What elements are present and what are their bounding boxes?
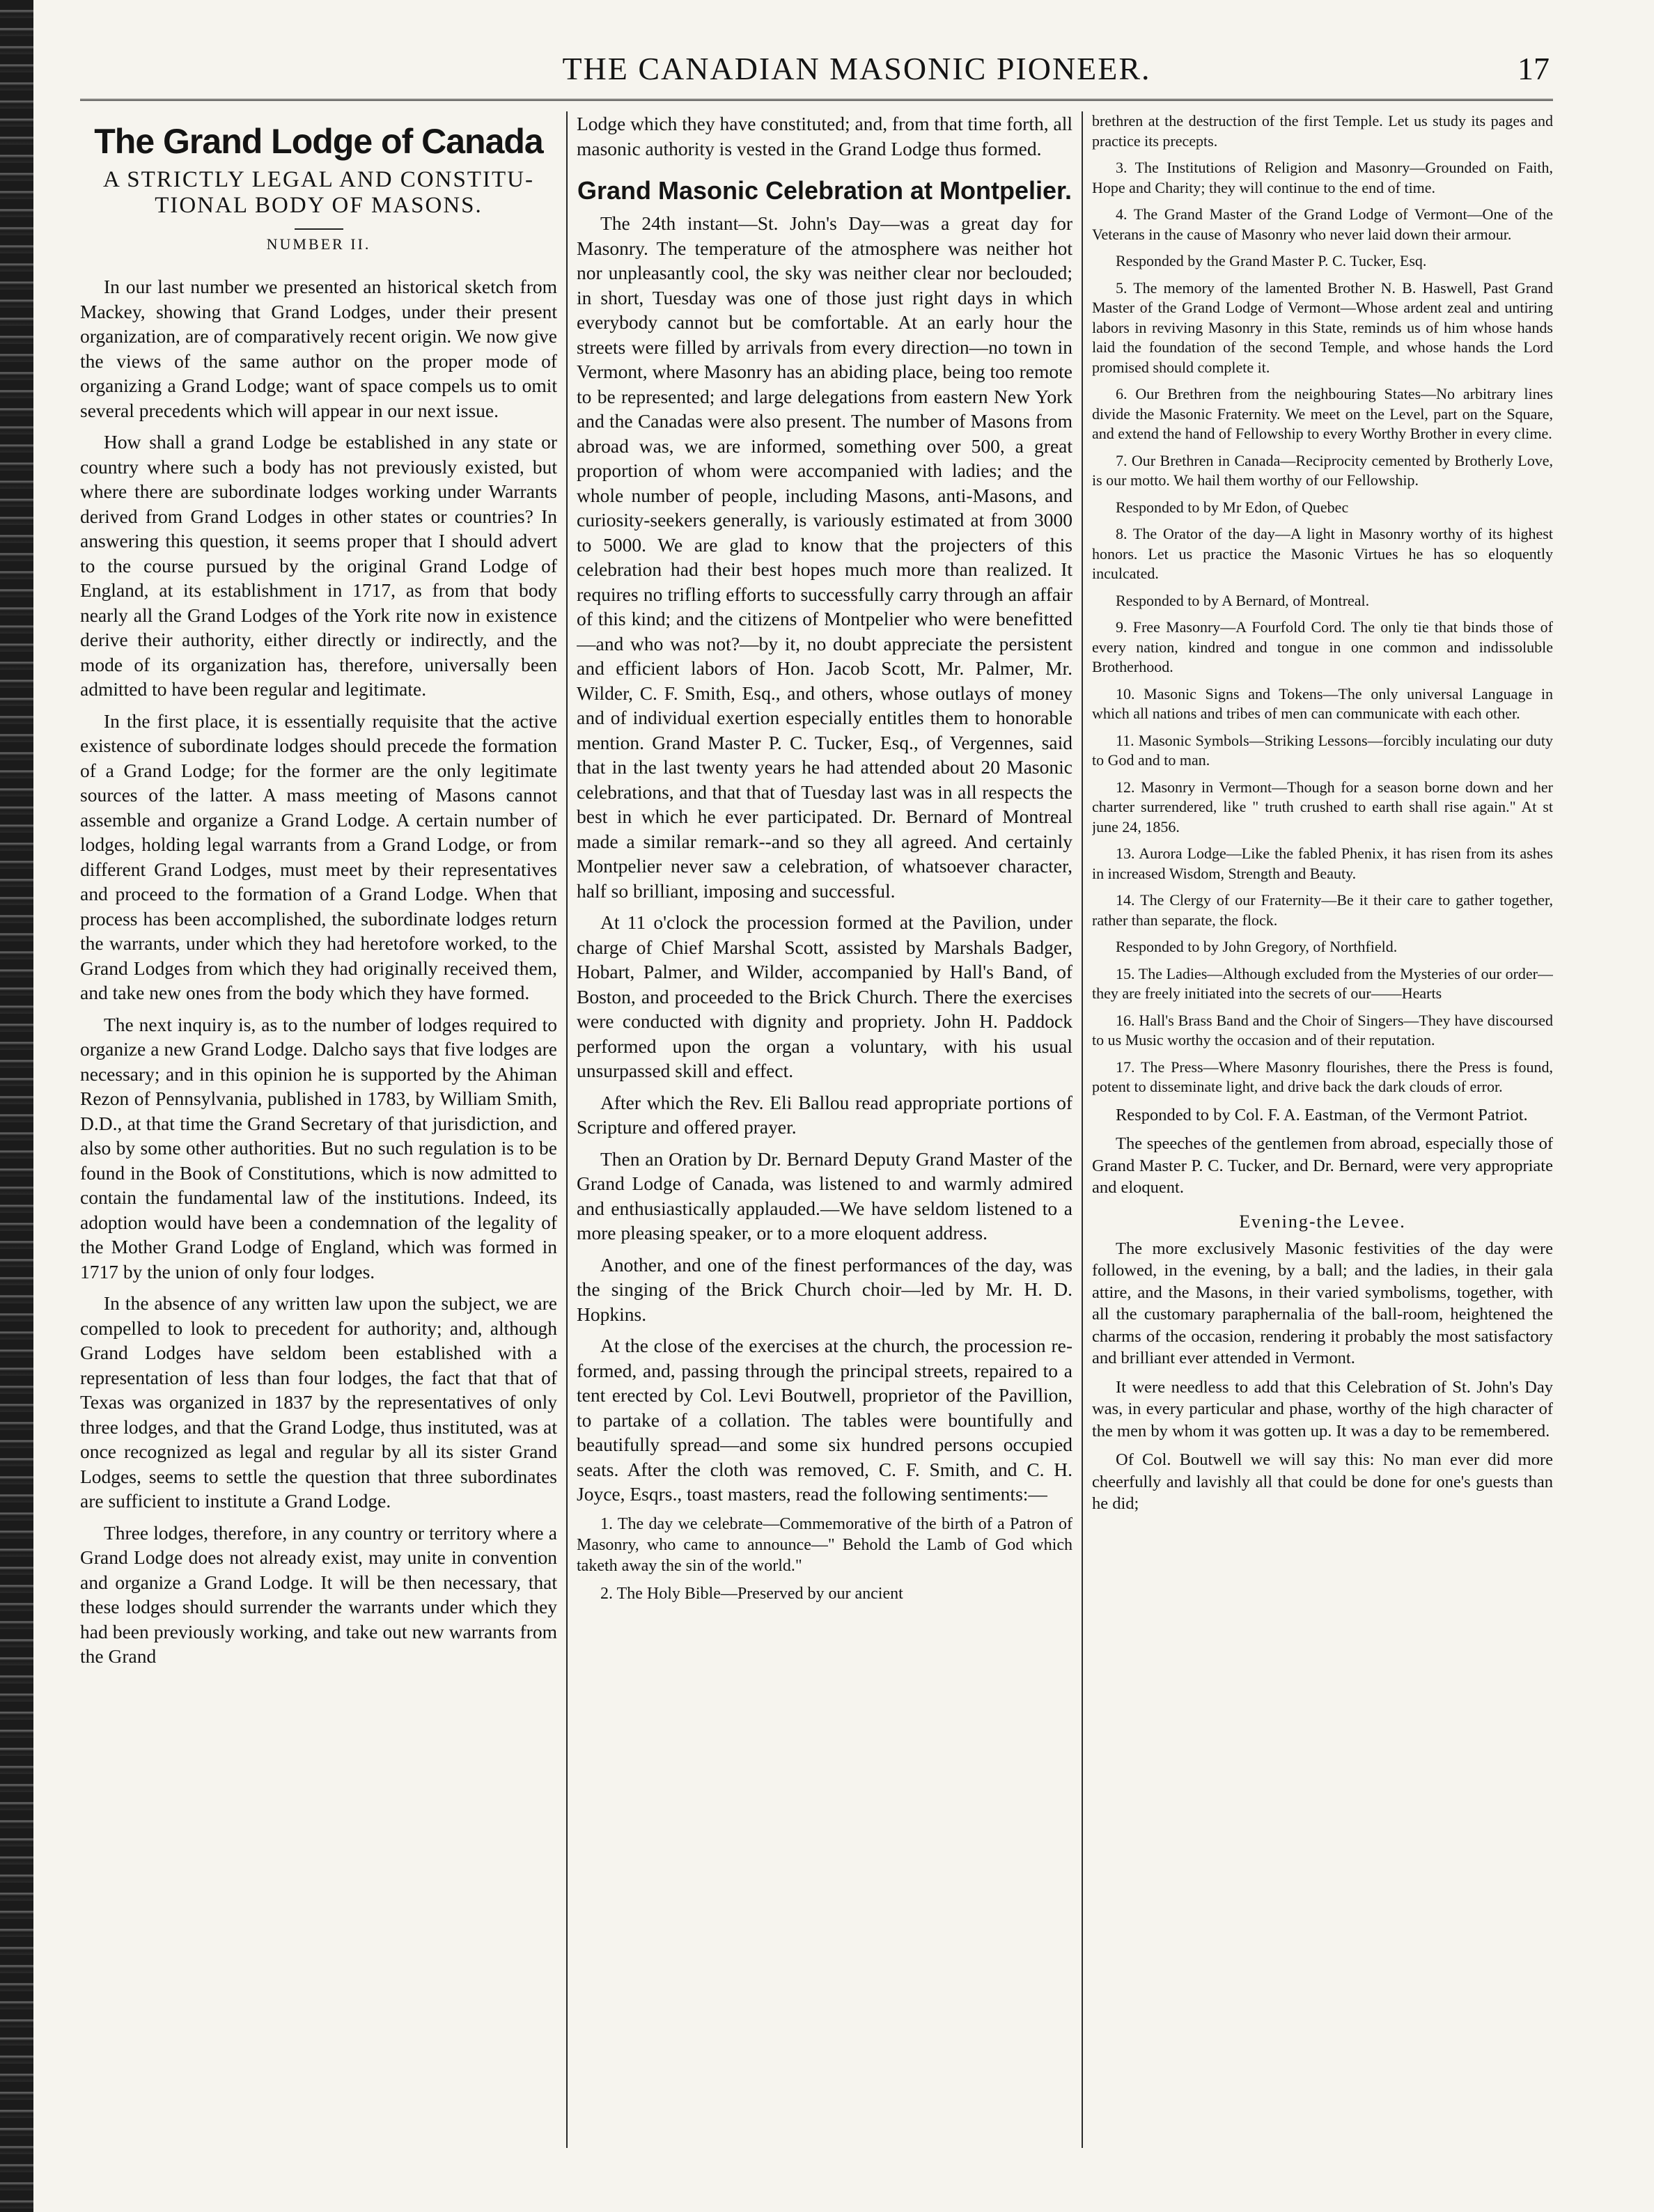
paragraph: The more exclusively Masonic festivities of the day were followed, in the evening, by a ball; and the ladies, in their gala attire, and the Masons, in their varied symbolisms, together, with all the customary paraphernalia of the ball-room, heightened the charms of the occasion, rendering it probably the most satisfactory and brilliant ever attended in Vermont. [1092,1239,1553,1367]
toast: 10. Masonic Signs and Tokens—The only universal Language in which all nations and tribes of men can communicate with each other. [1092,684,1553,722]
response: Responded to by Mr Edon, of Quebec [1116,498,1349,516]
toast: 9. Free Masonry—A Fourfold Cord. The only tie that binds those of every nation, kindred and tongue in one common and indissoluble Brotherhood. [1092,618,1553,675]
paragraph: At the close of the exercises at the church, the procession re-formed, and, passing through the principal streets, repaired to a tent erected by Col. Levi Boutwell, proprietor of the Pavillion, to partake of a collation. The tables were bountifully and beautifully spread—and some six hundred persons occupied seats. After the cloth was removed, C. F. Smith, and C. H. Joyce, Esqrs., toast masters, read the following sentiments:— [577,1335,1072,1505]
paragraph: In our last number we presented an historical sketch from Mackey, showing that Grand Lodges, under their present organization, are of comparatively recent origin. We now give the views of the same author on the proper mode of organizing a Grand Lodge; want of space compels us to omit several precedents which will appear in our next issue. [80,276,557,421]
toast: 8. The Orator of the day—A light in Masonry worthy of its highest honors. Let us practice the Masonic Virtues he has so eloquently inculcated. [1092,525,1553,582]
toast: 1. The day we celebrate—Commemorative of the birth of a Patron of Masonry, who came to announce—" Behold the Lamb of God which taketh away the sin of the world." [577,1514,1072,1575]
paragraph: The speeches of the gentlemen from abroad, especially those of Grand Master P. C. Tucker, and Dr. Bernard, were very appropriate and eloquent. [1092,1134,1553,1197]
toast: 7. Our Brethren in Canada—Reciprocity cemented by Brotherly Love, is our motto. We hail them worthy of our Fellowship. [1092,451,1553,489]
response: Responded by the Grand Master P. C. Tucker, Esq. [1116,252,1427,269]
paragraph: In the first place, it is essentially requisite that the active existence of subordinate lodges should precede the formation of a Grand Lodge; for the former are the only legitimate sources of the latter. A mass meeting of Masons cannot assemble and organize a Grand Lodge. A certain number of lodges, holding legal warrants from a Grand Lodge, or from different Grand Lodges, must meet by their representatives and proceed to the formation of a Grand Lodge. When that process has been accomplished, the subordinate lodges return the warrants, under which they had heretofore worked, to the Grand Lodges from which they had originally received them, and take new ones from the body which they have formed. [80,709,557,1003]
divider [295,228,343,230]
toast: 12. Masonry in Vermont—Though for a season borne down and her charter surrendered, like " truth crushed to earth shall rise again." At st june 24, 1856. [1092,778,1553,836]
header-rule [80,99,1553,108]
binding-edge [0,0,33,2212]
paragraph: It were needless to add that this Celebration of St. John's Day was, in every particular and phase, worthy of the high character of the men by whom it was gotten up. It was a day to be remembered. [1092,1377,1553,1441]
response: Responded to by A Bernard, of Montreal. [1116,591,1370,609]
article-title: Grand Masonic Celebration at Montpelier. [577,176,1072,205]
paragraph: brethren at the destruction of the first Temple. Let us study its pages and practice its precepts. [1092,112,1553,150]
response: Responded to by Col. F. A. Eastman, of the Vermont Patriot. [1116,1105,1528,1124]
toast: 11. Masonic Symbols—Striking Lessons—forcibly inculating our duty to God and to man. [1092,731,1553,769]
response: Responded to by John Gregory, of Northfield. [1116,938,1398,955]
toast: 4. The Grand Master of the Grand Lodge of Vermont—One of the Veterans in the cause of Masonry who never laid down their armour. [1092,205,1553,243]
column-2 [577,111,1072,2155]
article-number: NUMBER II. [266,235,371,253]
paragraph: The next inquiry is, as to the number of lodges required to organize a new Grand Lodge. Dalcho says that five lodges are necessary; and in this opinion he is supported by the Ahiman Rezon of Pennsylvania, published in 1783, by William Smith, D.D., at that time the Grand Secretary of that jurisdiction, and also by some other authorities. But no such regulation is to be found in the Book of Constitutions, which is now admitted to contain the fundamental law of the institutions. Indeed, its adoption would have been a condemnation of the legality of the Mother Grand Lodge of England, which was formed in 1717 by the union of only four lodges. [80,1013,557,1283]
paragraph: In the absence of any written law upon the subject, we are compelled to look to precedent for authority; and, although Grand Lodges have seldom been established with a representation of less than four lodges, the fact that that of Texas was organized in 1837 by the representatives of only three lodges, and that the Grand Lodge, thus instituted, was at once recognized as legal and regular by all its sister Grand Lodges, seems to settle the question that three subordinates are sufficient to institute a Grand Lodge. [80,1292,557,1512]
toast: 15. The Ladies—Although excluded from the Mysteries of our order—they are freely initiated into the secrets of our——Hearts [1092,964,1553,1002]
paragraph: At 11 o'clock the procession formed at the Pavilion, under charge of Chief Marshal Scott, assisted by Marshals Badger, Hobart, Palmer, and Wilder, accompanied by Hall's Band, of Boston, and proceeded to the Brick Church. There the exercises were conducted with dignity and propriety. John H. Paddock performed upon the organ a voluntary, with his usual unsurpassed skill and effect. [577,911,1072,1081]
article-subtitle: A STRICTLY LEGAL AND CONSTITU-TIONAL BODY OF MASONS. [103,167,534,218]
toast: 5. The memory of the lamented Brother N. B. Haswell, Past Grand Master of the Grand Lodge of Vermont—Whose ardent zeal and untiring labors in reviving Masonry in this State, reminds us of him whose hands laid the foundation of the second Temple, and whose hands the Lord promised should complete it. [1092,279,1553,376]
running-header-title: THE CANADIAN MASONIC PIONEER. [562,51,1151,86]
toast: 6. Our Brethren from the neighbouring States—No arbitrary lines divide the Masonic Fraternity. We meet on the Level, part on the Square, and extend the hand of Fellowship to every Worthy Brother in every clime. [1092,385,1553,442]
paragraph: Three lodges, therefore, in any country or territory where a Grand Lodge does not already exist, may unite in convention and organize a Grand Lodge. It will be then necessary, that these lodges should surrender the warrants under which they had been previously working, and take out new warrants from the Grand [80,1521,557,1667]
paragraph: Then an Oration by Dr. Bernard Deputy Grand Master of the Grand Lodge of Canada, was listened to and warmly admired and enthusiastically applauded.—We have seldom listened to a more pleasing speaker, or to a more eloquent address. [577,1147,1072,1244]
page-number: 17 [1518,51,1550,86]
paragraph: How shall a grand Lodge be established in any state or country where such a body has not previously existed, but where there are subordinate lodges working under Warrants derived from Grand Lodges in other states or countries? In answering this question, it seems proper that I should advert to the course pursued by the original Grand Lodge of England, at its establishment in 1717, as from that body nearly all the Grand Lodges of the York rite now in existence derive their authority, either directly or indirectly, and the mode of its organization has, therefore, universally been admitted to have been regular and legitimate. [80,431,557,700]
column-rule [1082,111,1083,2148]
column-rule [566,111,568,2148]
paragraph: The 24th instant—St. John's Day—was a great day for Masonry. The temperature of the atmosphere was neither hot nor unpleasantly cool, the sky was neither clear nor beclouded; in short, Tuesday was one of those just right days in which everybody cannot but be comfortable. At an early hour the streets were filled by arrivals from every direction—no town in Vermont, where Masonry has an abiding place, being too remote to be represented; and large delegations from eastern New York and the Canadas were also present. The number of Masons from abroad was, we are informed, something over 500, a great proportion of whom were accompanied with ladies; and the whole number of people, including Masons, anti-Masons, and curiosity-seekers generally, is variously estimated at from 3000 to 5000. We are glad to know that the projecters of this celebration had their best hopes much more than realized. It requires no trifling efforts to successfully carry through an affair of this kind; and the citizens of Montpelier who were benefitted—and who was not?—by it, no doubt appreciate the persistent and efficient labors of Hon. Jacob Scott, Mr. Palmer, Mr. Wilder, C. F. Smith, Esq., and others, whose outlays of money and of individual exertion especially entitles them to honorable mention. Grand Master P. C. Tucker, Esq., of Vergennes, said that in the last twenty years he had attended about 20 Masonic celebrations, and that that of Tuesday last was in all respects the best in which he ever participated. Dr. Bernard of Montreal made a similar remark--and so they all agreed. And certainly Montpelier never saw a celebration, of whatsoever character, half so brilliant, imposing and successful. [577,212,1072,902]
column-3 [1092,111,1553,2155]
toast: 17. The Press—Where Masonry flourishes, there the Press is found, potent to disseminate light, and drive back the dark clouds of error. [1092,1058,1553,1095]
toast: 2. The Holy Bible—Preserved by our ancient [600,1584,903,1603]
toast: 13. Aurora Lodge—Like the fabled Phenix, it has risen from its ashes in increased Wisdom, Strength and Beauty. [1092,845,1553,882]
column-1 [80,111,557,2155]
toast: 14. The Clergy of our Fraternity—Be it their care to gather together, rather than separate, the flock. [1092,891,1553,929]
article-title: The Grand Lodge of Canada [94,122,543,161]
toast: 3. The Institutions of Religion and Masonry—Grounded on Faith, Hope and Charity; they will continue to the end of time. [1092,159,1553,196]
paragraph: Of Col. Boutwell we will say this: No man ever did more cheerfully and lavishly all that could be done for one's guests than he did; [1092,1450,1553,1513]
continued-paragraph: Lodge which they have constituted; and, from that time forth, all masonic authority is vested in the Grand Lodge thus formed. [577,113,1072,159]
paragraph: Another, and one of the finest performances of the day, was the singing of the Brick Church choir—led by Mr. H. D. Hopkins. [577,1253,1072,1325]
toast: 16. Hall's Brass Band and the Choir of Singers—They have discoursed to us Music worthy the occasion and of their reputation. [1092,1011,1553,1049]
paragraph: After which the Rev. Eli Ballou read appropriate portions of Scripture and offered prayer. [577,1091,1072,1138]
section-heading: Evening-the Levee. [1239,1211,1406,1232]
